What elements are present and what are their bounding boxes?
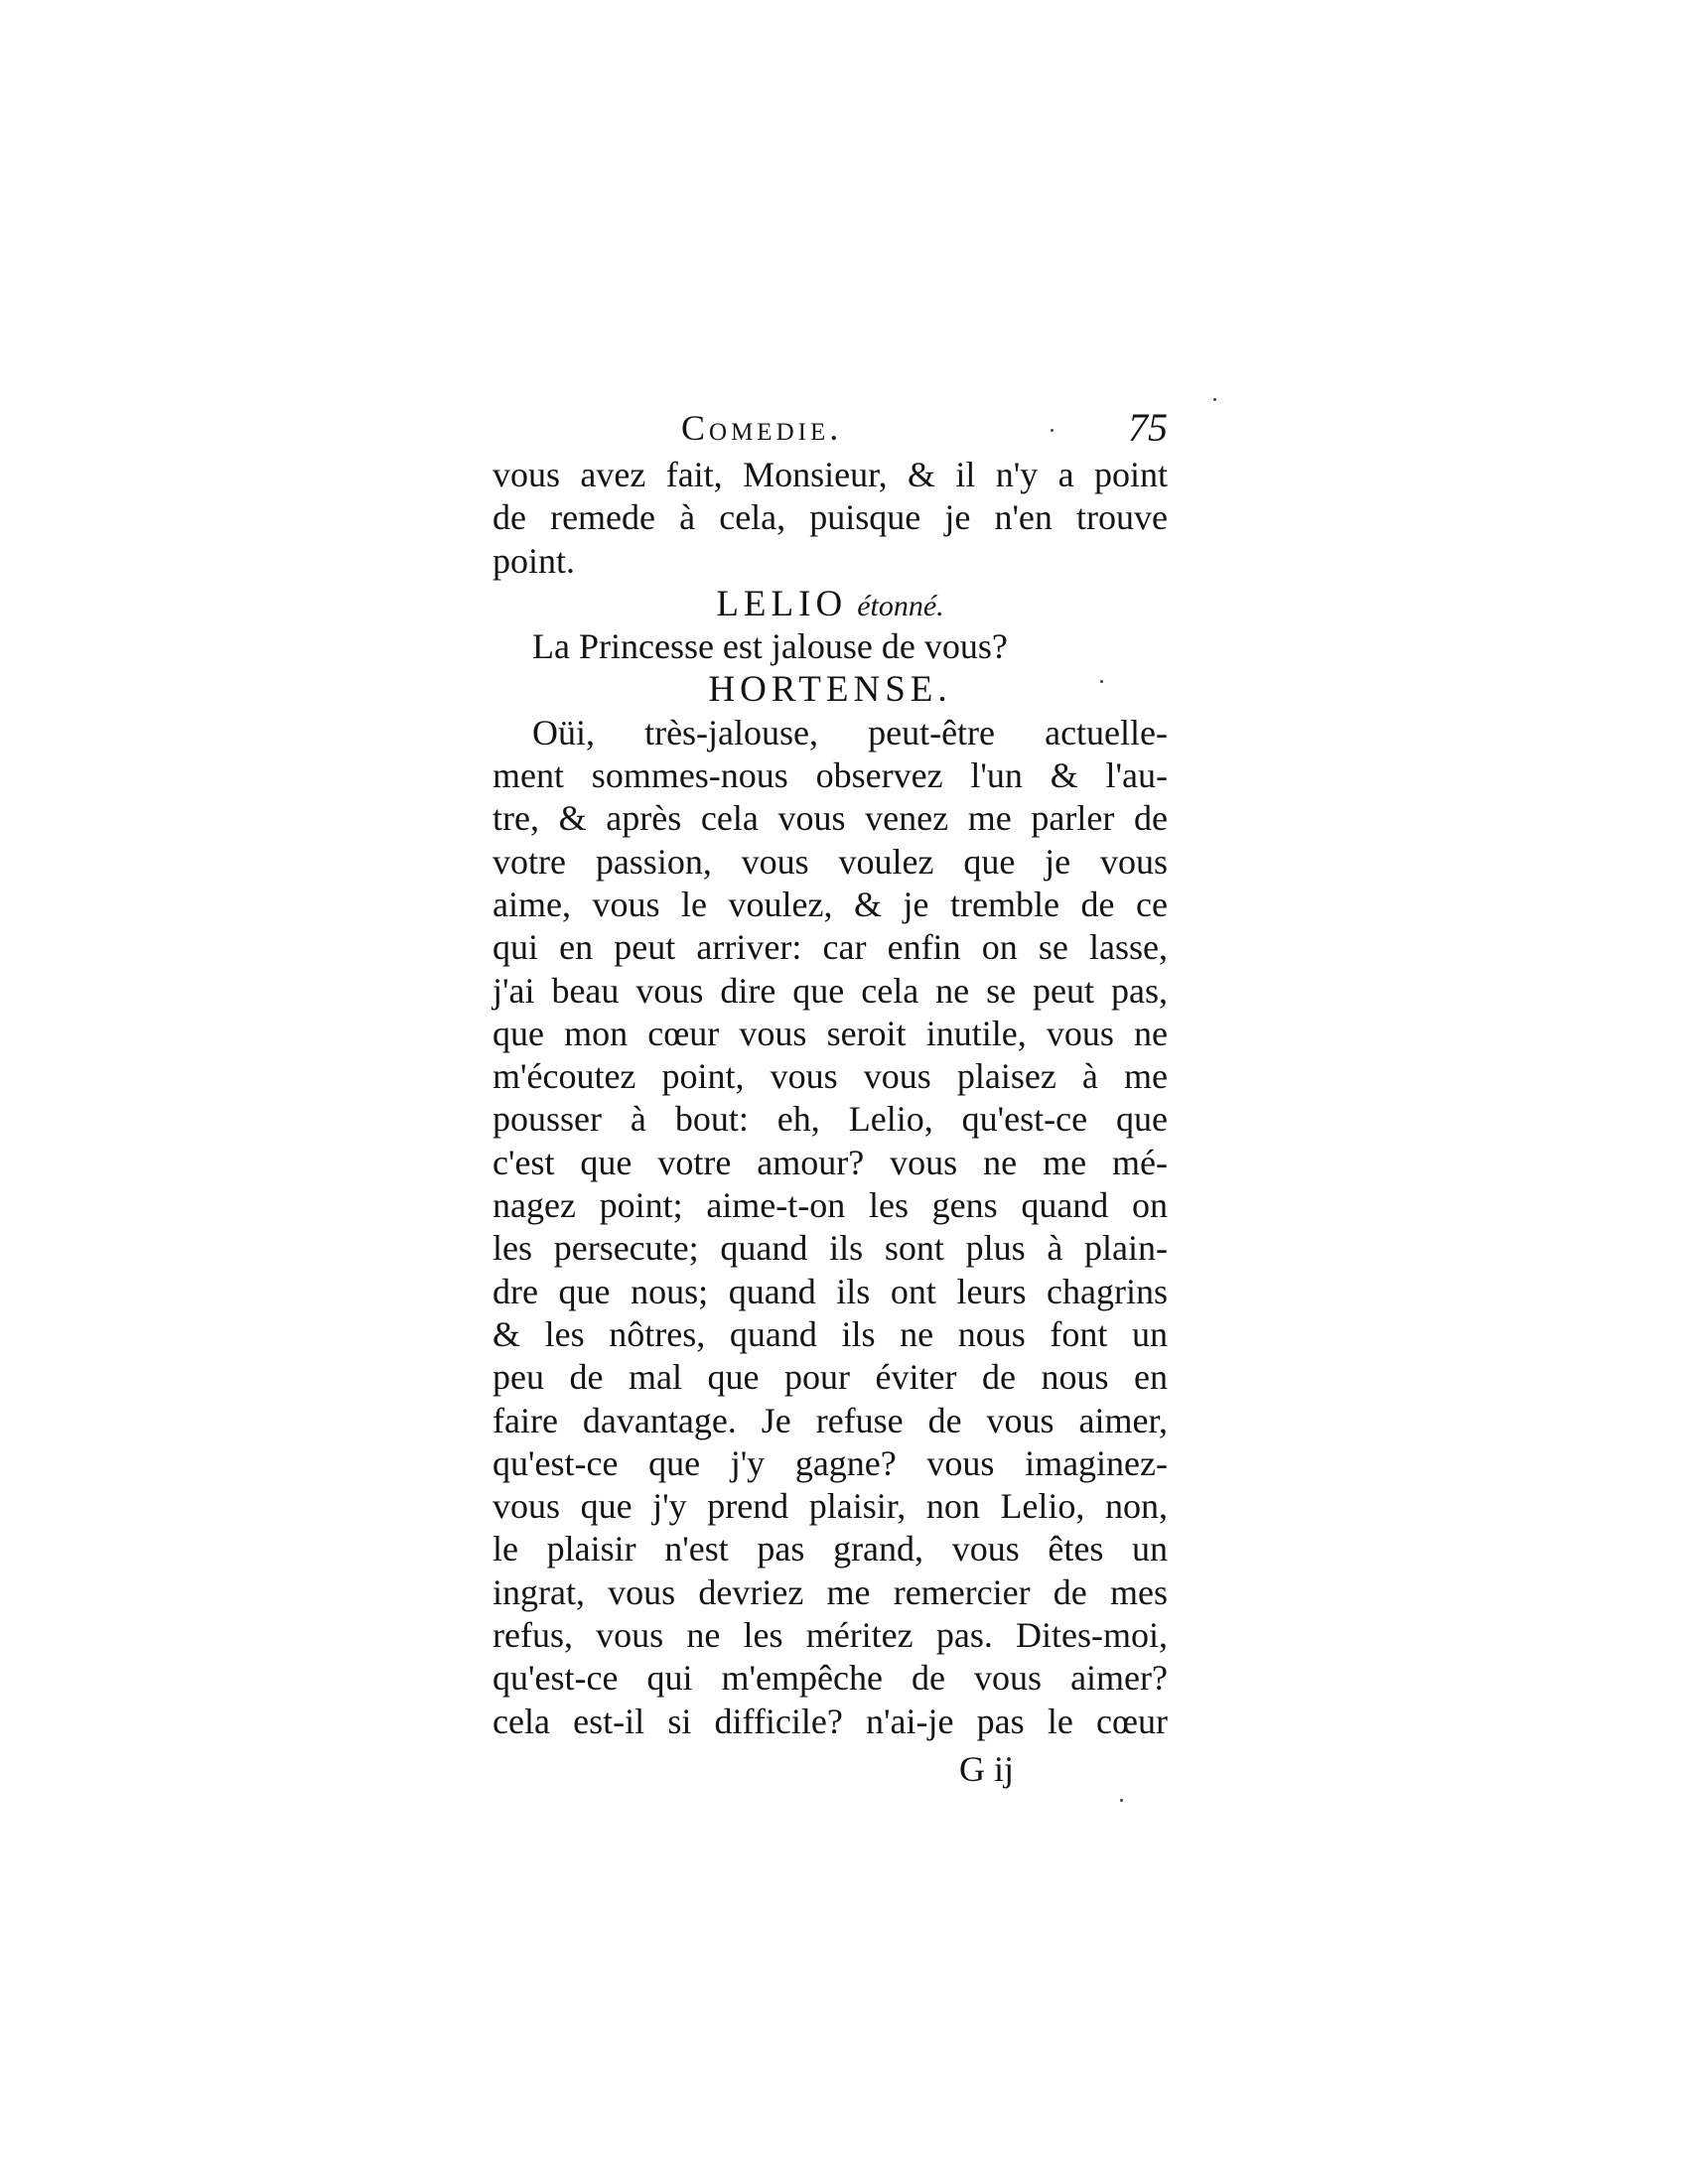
text-line: nagez point; aime-t-on les gens quand on <box>492 1185 1168 1226</box>
text-line: refus, vous ne les méritez pas. Dites-moi, <box>492 1615 1168 1656</box>
text-block <box>492 402 1168 1791</box>
text-line: point. <box>492 540 576 581</box>
text-line: de remede à cela, puisque je n'en trouve <box>492 497 1168 538</box>
page-number: 75 <box>1128 405 1168 450</box>
text-line: j'ai beau vous dire que cela ne se peut pas, <box>492 970 1168 1011</box>
speaker-heading <box>492 583 1168 625</box>
text-line: peu de mal que pour éviter de nous en <box>492 1357 1168 1398</box>
speaker-name: HORTENSE. <box>708 669 952 711</box>
paper-speck <box>1120 1799 1123 1802</box>
text-line: dre que nous; quand ils ont leurs chagrins <box>492 1271 1168 1311</box>
text-line: c'est que votre amour? vous ne me mé- <box>492 1142 1168 1182</box>
running-title: Comedie. <box>681 408 843 448</box>
text-line: que mon cœur vous seroit inutile, vous ne <box>492 1013 1168 1053</box>
text-line: ingrat, vous devriez me remercier de mes <box>492 1571 1168 1612</box>
text-line: qu'est-ce qui m'empêche de vous aimer? <box>492 1658 1168 1699</box>
text-line: faire davantage. Je refuse de vous aimer, <box>492 1400 1168 1440</box>
text-line: cela est-il si difficile? n'ai-je pas le cœur <box>492 1701 1168 1741</box>
text-line: & les nôtres, quand ils ne nous font un <box>492 1313 1168 1354</box>
text-line: m'écoutez point, vous vous plaisez à me <box>492 1056 1168 1097</box>
text-line: votre passion, vous voulez que je vous <box>492 841 1168 882</box>
speaker-name: LELIO <box>716 583 848 624</box>
text-line: vous que j'y prend plaisir, non Lelio, non, <box>492 1486 1168 1527</box>
paper-speck <box>1213 398 1216 401</box>
text-line: le plaisir n'est pas grand, vous êtes un <box>492 1529 1168 1570</box>
speech-lelio <box>492 583 1168 669</box>
continued-speech <box>492 454 1168 583</box>
stage-direction: étonné. <box>857 589 944 622</box>
running-head <box>492 402 1168 454</box>
signature-line <box>492 1743 1168 1791</box>
text-line: les persecute; quand ils sont plus à plain- <box>492 1228 1168 1269</box>
text-line: ment sommes-nous observez l'un & l'au- <box>492 755 1168 796</box>
speaker-heading <box>492 668 1168 711</box>
text-line: aime, vous le voulez, & je tremble de ce <box>492 884 1168 924</box>
text-line: Oüi, très-jalouse, peut-être actuelle- <box>532 712 1168 752</box>
text-line: pousser à bout: eh, Lelio, qu'est-ce que <box>492 1099 1168 1140</box>
text-line: qui en peut arriver: car enfin on se lasse, <box>492 927 1168 968</box>
text-line: tre, & après cela vous venez me parler de <box>492 798 1168 839</box>
text-line: qu'est-ce que j'y gagne? vous imaginez- <box>492 1442 1168 1483</box>
speech-hortense <box>492 668 1168 1742</box>
text-line: La Princesse est jalouse de vous? <box>532 626 1008 667</box>
text-line: vous avez fait, Monsieur, & il n'y a point <box>492 455 1168 494</box>
signature-mark: G ij <box>959 1748 1015 1789</box>
